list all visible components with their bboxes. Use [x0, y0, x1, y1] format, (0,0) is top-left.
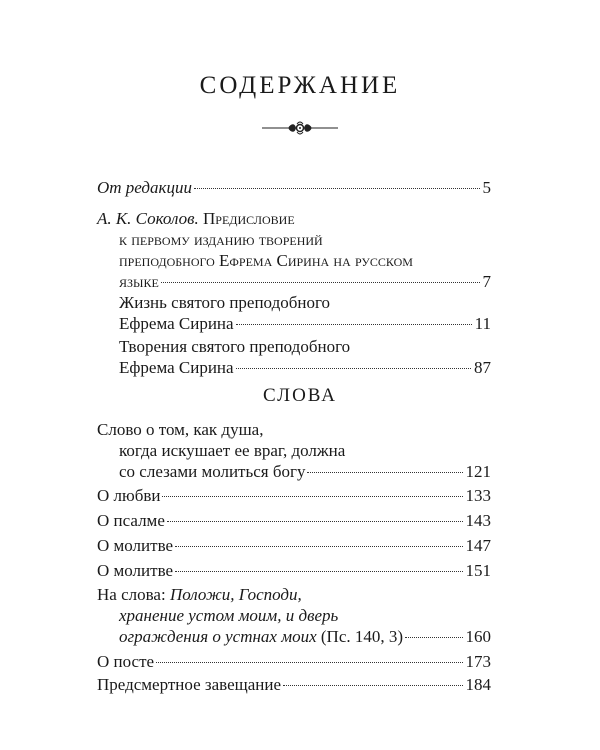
- toc-entry-prayer-2[interactable]: [97, 560, 491, 581]
- toc-page-number: 147: [465, 536, 491, 555]
- dot-leader: [236, 324, 472, 325]
- section-heading: СЛОВА: [262, 385, 337, 406]
- toc-entry-fast[interactable]: [97, 651, 491, 672]
- toc-entry-psalm[interactable]: [97, 510, 491, 531]
- toc-title-line: к первому изданию творений: [119, 230, 323, 249]
- ornament-divider: [260, 118, 340, 138]
- page-title: СОДЕРЖАНИЕ: [199, 72, 401, 99]
- dot-leader: [167, 521, 463, 522]
- toc-title-line: ограждения о устнах моих: [119, 627, 317, 646]
- toc-title: От редакции: [97, 178, 192, 197]
- toc-title-line: Ефрема Сирина: [119, 358, 234, 377]
- toc-title: Предсмертное завещание: [97, 675, 282, 694]
- dot-leader: [175, 571, 462, 572]
- toc-page-number: 5: [482, 178, 491, 197]
- toc-title-line: языке: [119, 272, 159, 291]
- toc-entry-editorial[interactable]: [97, 177, 491, 198]
- dot-leader: [236, 368, 471, 369]
- dot-leader: [283, 685, 462, 686]
- toc-title-line: Слово о том, как душа,: [97, 420, 264, 439]
- toc-page-number: 7: [482, 272, 491, 291]
- toc-page-number: 173: [465, 652, 491, 671]
- toc-entry-preface[interactable]: [97, 208, 491, 292]
- toc-reference: (Пс. 140, 3): [320, 627, 404, 646]
- toc-title: Предисловие: [203, 209, 295, 228]
- toc-title: О псалме: [97, 511, 165, 530]
- toc-title: О молитве: [97, 561, 174, 580]
- dot-leader: [307, 472, 462, 473]
- toc-page-number: 121: [465, 462, 491, 481]
- dot-leader: [156, 662, 462, 663]
- toc-author: А. К. Соколов.: [97, 209, 199, 228]
- toc-entry-prayer-1[interactable]: [97, 535, 491, 556]
- toc-title-line: со слезами молиться богу: [119, 462, 306, 481]
- toc-title: О молитве: [97, 536, 174, 555]
- toc-title: О любви: [97, 486, 161, 505]
- toc-entry-soul[interactable]: [97, 419, 491, 482]
- toc-page-number: 87: [474, 358, 491, 377]
- toc-title-line: Творения святого преподобного: [119, 337, 351, 356]
- toc-title-line: Ефрема Сирина: [119, 314, 234, 333]
- toc-title-line: преподобного Ефрема Сирина на русском: [119, 251, 413, 270]
- toc-entry-testament[interactable]: [97, 674, 491, 695]
- toc-page-number: 151: [465, 561, 491, 580]
- dot-leader: [161, 282, 480, 283]
- toc-entry-life[interactable]: [119, 292, 491, 334]
- toc-entry-works[interactable]: [119, 336, 491, 378]
- dot-leader: [162, 496, 462, 497]
- toc-entry-words[interactable]: [97, 584, 491, 647]
- toc-title-line: хранение устом моим, и дверь: [119, 606, 339, 625]
- toc-title-line: Жизнь святого преподобного: [119, 293, 331, 312]
- toc-page-number: 11: [474, 314, 491, 333]
- toc-page-number: 184: [465, 675, 491, 694]
- toc-page-number: 143: [465, 511, 491, 530]
- toc-entry-love[interactable]: [97, 485, 491, 506]
- toc-prefix: На слова:: [97, 585, 166, 604]
- toc-page-number: 160: [465, 627, 491, 646]
- dot-leader: [194, 188, 480, 189]
- dot-leader: [175, 546, 462, 547]
- toc-page-number: 133: [465, 486, 491, 505]
- dot-leader: [405, 637, 462, 638]
- toc-title: Положи, Господи,: [169, 585, 302, 604]
- toc-title: О посте: [97, 652, 155, 671]
- toc-title-line: когда искушает ее враг, должна: [119, 441, 346, 460]
